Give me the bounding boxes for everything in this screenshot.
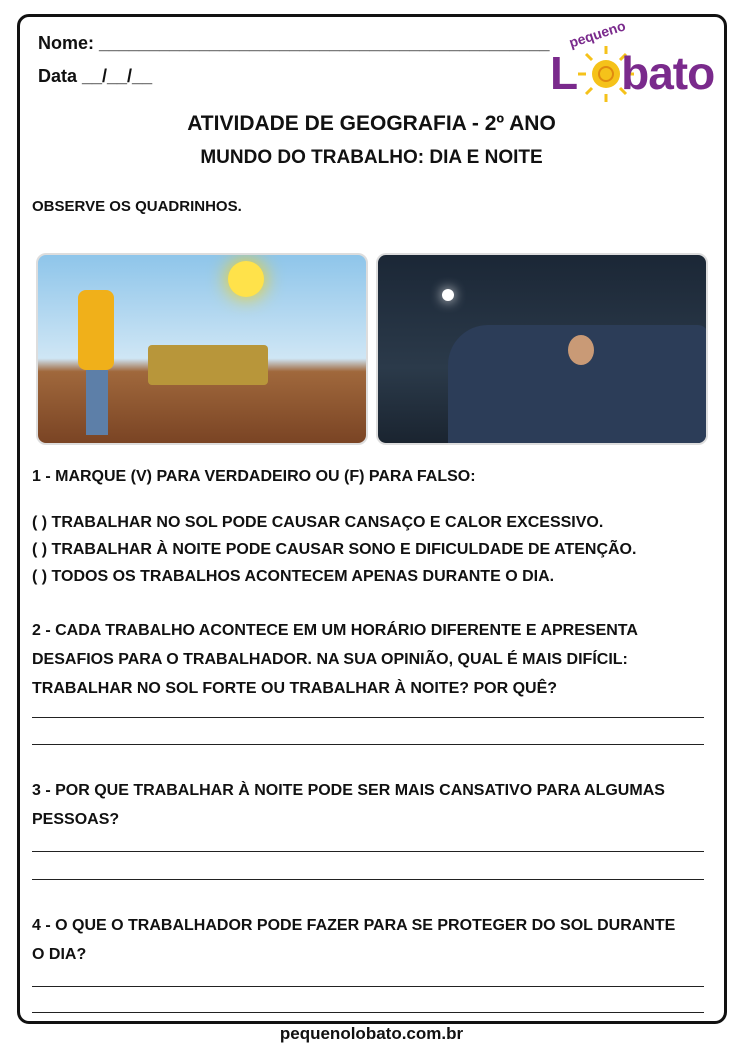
answer-line[interactable] xyxy=(32,986,704,987)
name-blank: _____________________________________________ xyxy=(99,33,550,53)
question-2: 2 - CADA TRABALHO ACONTECE EM UM HORÁRIO DIFERENTE E APRESENTA DESAFIOS PARA O TRABALHADOR. NA SUA OPINIÃO, QUAL É MAIS DIFÍCIL: TRABALHAR NO SOL FORTE OU TRABALHAR À NOITE? POR QUÊ? xyxy=(32,622,638,697)
date-field[interactable]: Data __/__/__ xyxy=(38,66,153,86)
answer-line[interactable] xyxy=(32,851,704,852)
answer-line[interactable] xyxy=(32,879,704,880)
name-label: Nome: xyxy=(38,33,100,53)
page-subtitle: MUNDO DO TRABALHO: DIA E NOITE xyxy=(200,147,543,168)
logo xyxy=(548,17,723,104)
name-field[interactable] xyxy=(38,33,550,54)
question-4: 4 - O QUE O TRABALHADOR PODE FAZER PARA SE PROTEGER DO SOL DURANTE O DIA? xyxy=(32,917,676,963)
answer-line[interactable] xyxy=(32,744,704,745)
instruction: OBSERVE OS QUADRINHOS. xyxy=(32,198,242,215)
night-work-illustration xyxy=(376,253,708,445)
tf-item-1[interactable]: ( ) TRABALHAR NO SOL PODE CAUSAR CANSAÇO E CALOR EXCESSIVO. xyxy=(32,514,604,531)
logo-small-text: pequeno xyxy=(566,17,628,51)
day-work-illustration xyxy=(36,253,368,445)
question-3: 3 - POR QUE TRABALHAR À NOITE PODE SER MAIS CANSATIVO PARA ALGUMAS PESSOAS? xyxy=(32,782,665,828)
answer-line[interactable] xyxy=(32,1012,704,1013)
footer-url[interactable]: pequenolobato.com.br xyxy=(279,1024,464,1043)
tf-item-2[interactable]: ( ) TRABALHAR À NOITE PODE CAUSAR SONO E DIFICULDADE DE ATENÇÃO. xyxy=(32,541,637,558)
page-title: ATIVIDADE DE GEOGRAFIA - 2º ANO xyxy=(187,112,556,135)
logo-main-text: L bato xyxy=(550,47,715,99)
question-1: 1 - MARQUE (V) PARA VERDADEIRO OU (F) PARA FALSO: xyxy=(32,468,476,485)
answer-line[interactable] xyxy=(32,717,704,718)
tf-item-3[interactable]: ( ) TODOS OS TRABALHOS ACONTECEM APENAS DURANTE O DIA. xyxy=(32,568,555,585)
